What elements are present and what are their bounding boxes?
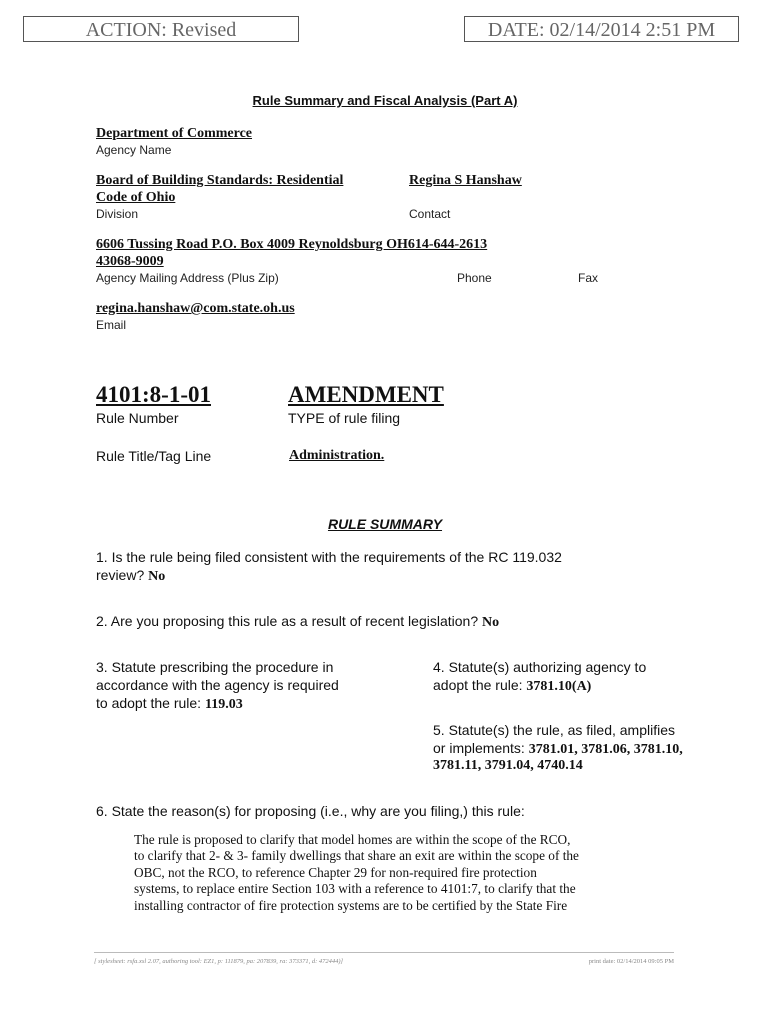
rule-title-label: Rule Title/Tag Line [96,448,212,464]
address-label: Agency Mailing Address (Plus Zip) [96,271,279,285]
contact-label: Contact [409,207,451,221]
question-4-line1: 4. Statute(s) authorizing agency to [433,659,647,675]
question-3-line3 [96,695,243,713]
rule-number-label: Rule Number [96,410,179,426]
phone-label: Phone [457,271,492,285]
agency-name-value: Department of Commerce [96,126,253,141]
question-4-line2 [433,677,591,695]
reason-line: systems, to replace entire Section 103 with a reference to 4101:7, to clarify that the [134,881,576,897]
question-5-answer-line1: 3781.01, 3781.06, 3781.10, [528,742,683,757]
address-line1 [96,237,487,253]
question-5-line2 [433,740,683,758]
question-5-answer-line2: 3781.11, 3791.04, 4740.14 [433,758,583,773]
fax-label: Fax [578,271,599,285]
date-box [464,16,739,42]
question-6: 6. State the reason(s) for proposing (i.e., why are you filing,) this rule: [96,803,525,819]
agency-name-label: Agency Name [96,143,172,157]
footer-metadata: [ stylesheet: rsfa.xsl 2.07, authoring tool: EZ1, p: 111879, pa: 207839, ra: 373371, d: 472444)] [94,958,344,965]
reason-line: The rule is proposed to clarify that model homes are within the scope of the RCO, [134,832,571,847]
footer-divider [94,952,674,953]
action-status-box [23,16,299,42]
rule-filing-type-label: TYPE of rule filing [288,410,401,426]
question-3-line2: accordance with the agency is required [96,677,339,693]
address-street: 6606 Tussing Road P.O. Box 4009 Reynoldsburg OH [96,237,408,252]
rule-number: 4101:8-1-01 [96,382,211,407]
question-1-line2 [96,567,165,585]
reason-line: installing contractor of fire protection systems are to be certified by the State Fire [134,897,568,913]
rule-summary-heading: RULE SUMMARY [327,516,443,532]
question-1-text: review? [96,567,145,583]
question-3-text: to adopt the rule: [96,695,202,711]
question-1-answer: No [148,569,166,584]
phone-value: 614-644-2613 [407,237,488,252]
question-2 [96,613,499,631]
email-value: regina.hanshaw@com.state.oh.us [96,301,295,316]
question-5-line1: 5. Statute(s) the rule, as filed, amplifies [433,722,675,738]
form-title: Rule Summary and Fiscal Analysis (Part A) [252,93,518,108]
address-line2: 43068-9009 [96,254,164,269]
rule-filing-type: AMENDMENT [288,382,444,407]
question-4-text: adopt the rule: [433,677,523,693]
division-value-line2: Code of Ohio [96,190,176,205]
question-5-text: or implements: [433,740,525,756]
question-3-line1: 3. Statute prescribing the procedure in [96,659,334,675]
division-label: Division [96,207,139,221]
action-status: ACTION: Revised [85,19,237,41]
date-stamp: DATE: 02/14/2014 2:51 PM [487,19,716,41]
reason-line: OBC, not the RCO, to reference Chapter 29 for non-required fire protection [134,864,537,880]
question-2-text: 2. Are you proposing this rule as a result of recent legislation? [96,613,479,629]
reason-text [134,832,694,914]
reason-line: to clarify that 2- & 3- family dwellings that share an exit are within the scope of the [134,848,579,864]
question-1-line1: 1. Is the rule being filed consistent with the requirements of the RC 119.032 [96,549,562,565]
question-4-answer: 3781.10(A) [526,679,592,694]
division-value-line1: Board of Building Standards: Residential [96,173,344,188]
question-3-answer: 119.03 [204,697,243,712]
contact-value: Regina S Hanshaw [409,173,522,188]
email-label: Email [96,318,127,332]
question-2-answer: No [482,615,500,630]
rule-title-value: Administration. [289,448,385,463]
footer-print-date: print date: 02/14/2014 09:05 PM [588,958,674,965]
